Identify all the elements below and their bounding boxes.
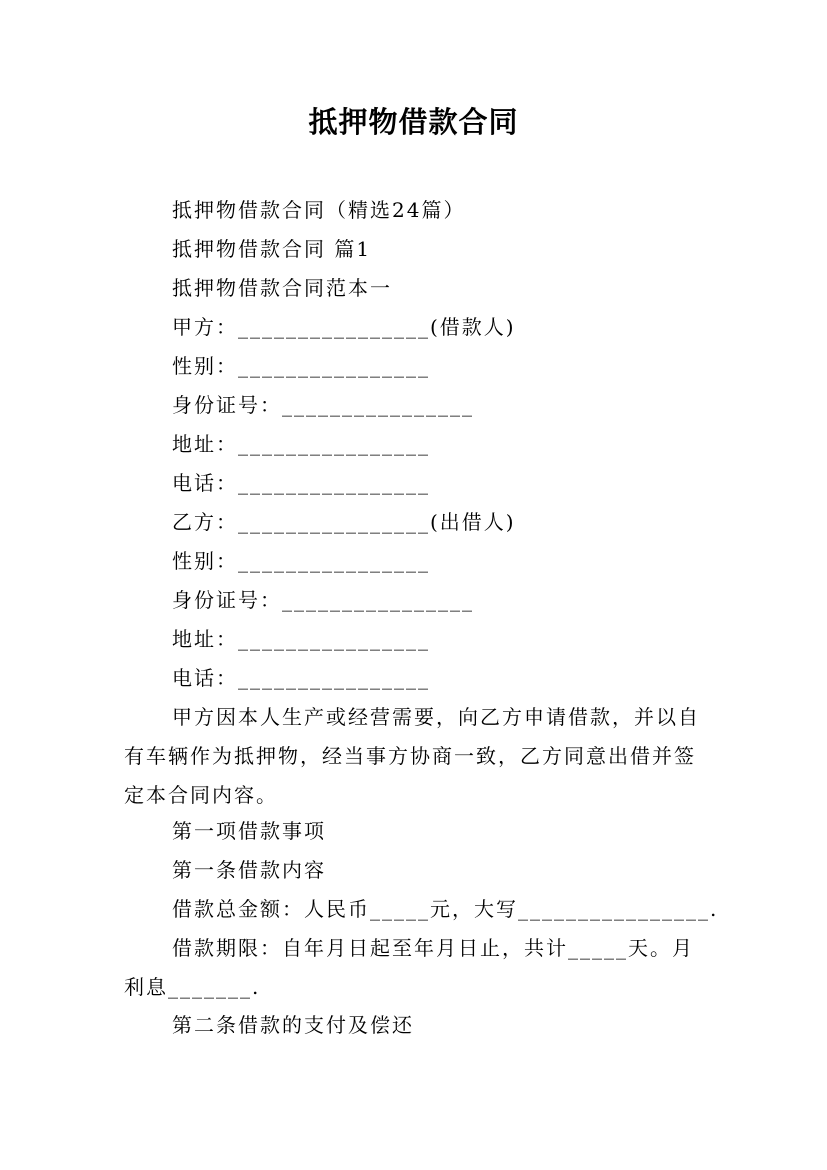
chapter-heading: 抵押物借款合同 篇1 (172, 237, 372, 261)
party-a-address-line: 地址：________________ (172, 432, 430, 456)
template-heading: 抵押物借款合同范本一 (172, 276, 392, 300)
party-a-line: 甲方：________________(借款人) (172, 315, 516, 339)
party-b-phone-line: 电话：________________ (172, 666, 430, 690)
party-b-id-line: 身份证号：________________ (172, 588, 474, 612)
section-heading: 第一项借款事项 (172, 819, 326, 843)
loan-term-paragraph: 借款期限：自年月日起至年月日止，共计_____天。月利息_______. (124, 936, 694, 999)
party-b-gender-line: 性别：________________ (172, 549, 430, 573)
article-heading-2: 第二条借款的支付及偿还 (172, 1013, 414, 1037)
party-b-line: 乙方：________________(出借人) (172, 510, 516, 534)
party-a-id-line: 身份证号：________________ (172, 393, 474, 417)
loan-amount-line: 借款总金额：人民币_____元，大写________________. (172, 897, 719, 921)
preamble-paragraph: 甲方因本人生产或经营需要，向乙方申请借款，并以自有车辆作为抵押物，经当事方协商一致，乙方同意出借并签定本合同内容。 (124, 705, 700, 807)
subtitle-line: 抵押物借款合同（精选24篇） (172, 198, 466, 222)
article-heading: 第一条借款内容 (172, 858, 326, 882)
document-title: 抵押物借款合同 (308, 105, 519, 139)
party-a-phone-line: 电话：________________ (172, 471, 430, 495)
party-a-gender-line: 性别：________________ (172, 354, 430, 378)
party-b-address-line: 地址：________________ (172, 627, 430, 651)
